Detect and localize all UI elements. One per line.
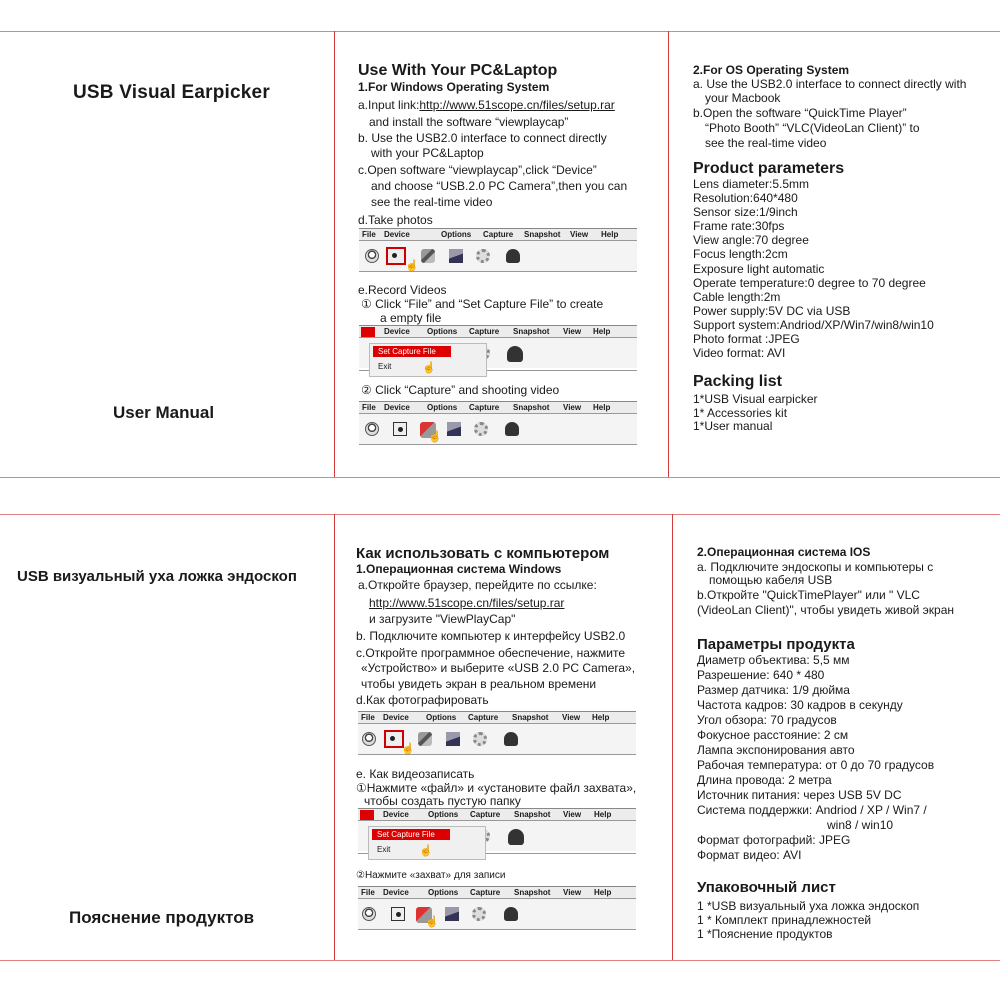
menu-options: Options xyxy=(427,327,458,336)
toolbar-screenshot-capture xyxy=(359,401,637,445)
menu-file-highlighted: File xyxy=(360,810,374,819)
param-item: Диаметр объектива: 5,5 мм xyxy=(697,653,850,667)
menu-device: Device xyxy=(384,403,410,412)
camera-icon xyxy=(391,907,405,921)
step-a-line1: a.Откройте браузер, перейдите по ссылке: xyxy=(358,578,597,592)
flag-icon xyxy=(445,907,459,921)
russian-cover-panel xyxy=(0,514,334,960)
params-list xyxy=(697,653,934,863)
menu-capture: Capture xyxy=(470,810,501,819)
exit-item: Exit xyxy=(377,845,391,854)
menu-snapshot: Snapshot xyxy=(513,403,550,412)
setup-download-link[interactable]: http://www.51scope.cn/files/setup.rar xyxy=(369,596,565,610)
menu-view: View xyxy=(563,888,582,897)
step-d-label: d.Take photos xyxy=(358,213,433,227)
param-item: Sensor size:1/9inch xyxy=(693,205,798,220)
param-item: Лампа экспонирования авто xyxy=(697,743,855,757)
russian-specs-panel xyxy=(672,514,1000,960)
english-pc-panel xyxy=(334,31,668,477)
menu-view: View xyxy=(562,713,581,722)
person-icon xyxy=(365,422,379,436)
menu-file-highlighted: File xyxy=(361,327,375,336)
pointer-hand-icon: ☝ xyxy=(422,362,436,374)
file-dropdown-menu xyxy=(368,826,486,860)
user-icon xyxy=(508,829,524,845)
packing-item: 1 *Пояснение продуктов xyxy=(697,927,833,941)
toolbar-menu-bar xyxy=(359,402,637,414)
menu-help: Help xyxy=(593,403,611,412)
menu-view: View xyxy=(570,230,589,239)
step-a-line1 xyxy=(358,98,615,113)
toolbar-menu-bar xyxy=(358,887,636,899)
toolbar-screenshot-file-menu xyxy=(358,808,636,857)
menu-device: Device xyxy=(383,888,409,897)
camera-icon xyxy=(386,247,406,265)
param-item: Разрешение: 640 * 480 xyxy=(697,668,825,682)
packing-item: 1* Accessories kit xyxy=(693,405,788,420)
menu-snapshot: Snapshot xyxy=(512,713,549,722)
os-step-a-line2: помощью кабеля USB xyxy=(709,573,833,587)
os-step-b-line2: (VideoLan Client)", чтобы увидеть живой экран xyxy=(697,603,955,617)
toolbar-screenshot-capture xyxy=(358,886,636,930)
pointer-hand-icon: ☝ xyxy=(419,845,433,857)
pointer-hand-icon: ☝ xyxy=(425,916,439,928)
params-list xyxy=(693,177,934,360)
step-a-line3: и загрузите "ViewPlayCap" xyxy=(369,612,516,626)
packing-item: 1 *USB визуальный уха ложка эндоскоп xyxy=(697,899,920,913)
plug-icon xyxy=(421,249,435,263)
settings-icon xyxy=(472,907,486,921)
packing-item: 1 * Комплект принадлежностей xyxy=(697,913,872,927)
param-item: Формат фотографий: JPEG xyxy=(697,833,851,847)
product-title: USB визуальный уха ложка эндоскоп xyxy=(17,568,297,585)
param-item: Photo format :JPEG xyxy=(693,332,800,347)
param-item-continued: win8 / win10 xyxy=(827,818,894,832)
menu-options: Options xyxy=(426,713,457,722)
menu-help: Help xyxy=(594,810,612,819)
pointer-hand-icon: ☝ xyxy=(401,743,415,755)
user-icon xyxy=(505,422,519,436)
param-item: Фокусное расстояние: 2 см xyxy=(697,728,849,742)
param-item: Размер датчика: 1/9 дюйма xyxy=(697,683,850,697)
os-step-b-line2: “Photo Booth” “VLC(VideoLan Client)” to xyxy=(705,121,920,135)
toolbar-menu-bar xyxy=(358,809,636,821)
user-icon xyxy=(504,907,518,921)
set-capture-file-item: Set Capture File xyxy=(372,829,450,840)
menu-device: Device xyxy=(384,327,410,336)
russian-manual-sheet xyxy=(0,514,1000,960)
toolbar-menu-bar xyxy=(359,229,637,241)
exit-item: Exit xyxy=(378,362,392,371)
menu-device: Device xyxy=(384,230,410,239)
setup-download-link[interactable]: http://www.51scope.cn/files/setup.rar xyxy=(419,98,615,112)
camera-icon xyxy=(393,422,407,436)
step-a-text: a.Input link: xyxy=(358,98,420,112)
os-subtitle: 2.For OS Operating System xyxy=(693,63,850,77)
param-item: Источник питания: через USB 5V DC xyxy=(697,788,902,802)
pointer-hand-icon: ☝ xyxy=(428,431,442,443)
param-item: Support system:Andriod/XP/Win7/win8/win10 xyxy=(693,317,934,332)
os-step-a-line2: your Macbook xyxy=(705,91,781,105)
param-item: Exposure light automatic xyxy=(693,261,825,276)
menu-help: Help xyxy=(592,713,610,722)
person-icon xyxy=(362,732,376,746)
os-subtitle: 2.Операционная система IOS xyxy=(697,545,871,559)
step-e1-line2: a empty file xyxy=(380,311,442,325)
params-title: Параметры продукта xyxy=(697,636,855,653)
param-item: Video format: AVI xyxy=(693,346,786,361)
step-c-line3: чтобы увидеть экран в реальном времени xyxy=(361,677,597,691)
packing-list xyxy=(697,899,919,941)
menu-capture: Capture xyxy=(469,403,500,412)
os-step-b-line1: b.Open the software “QuickTime Player” xyxy=(693,106,907,120)
file-dropdown-menu xyxy=(369,343,487,377)
pointer-hand-icon: ☝ xyxy=(405,260,419,272)
menu-capture: Capture xyxy=(468,713,499,722)
windows-subtitle: 1.For Windows Operating System xyxy=(358,80,550,94)
param-item: Power supply:5V DC via USB xyxy=(693,303,851,318)
step-e2-text: ② Click “Capture” and shooting video xyxy=(361,383,560,397)
param-item: Система поддержки: Andriod / XP / Win7 / xyxy=(697,803,927,817)
packing-title: Упаковочный лист xyxy=(697,879,836,896)
menu-help: Help xyxy=(593,327,611,336)
person-icon xyxy=(362,907,376,921)
settings-icon xyxy=(476,249,490,263)
toolbar-icon-row xyxy=(359,414,637,444)
manual-subtitle: User Manual xyxy=(113,403,215,422)
step-e1-line1: ①Нажмите «файл» и «установите файл захвата», xyxy=(356,781,637,795)
param-item: Resolution:640*480 xyxy=(693,191,798,206)
step-b-line: b. Подключите компьютер к интерфейсу USB2.0 xyxy=(356,629,626,643)
param-item: Frame rate:30fps xyxy=(693,219,785,234)
step-d-label: d.Как фотографировать xyxy=(356,693,489,707)
menu-options: Options xyxy=(427,403,458,412)
flag-icon xyxy=(449,249,463,263)
param-item: Focus length:2cm xyxy=(693,247,788,262)
step-e-label: e.Record Videos xyxy=(358,283,447,297)
menu-device: Device xyxy=(383,810,409,819)
menu-file: File xyxy=(361,888,375,897)
flag-icon xyxy=(447,422,461,436)
english-specs-panel xyxy=(668,31,1000,477)
menu-file: File xyxy=(362,230,376,239)
step-b-line2: with your PC&Laptop xyxy=(371,146,484,160)
menu-view: View xyxy=(563,810,582,819)
param-item: View angle:70 degree xyxy=(693,233,809,248)
param-item: Lens diameter:5.5mm xyxy=(693,177,810,191)
step-e2-text: ②Нажмите «захват» для записи xyxy=(356,870,506,881)
step-c-line3: see the real-time video xyxy=(371,195,493,209)
os-step-b-line1: b.Откройте "QuickTimePlayer" или " VLC xyxy=(697,588,920,602)
menu-view: View xyxy=(563,403,582,412)
set-capture-file-item: Set Capture File xyxy=(373,346,451,357)
flag-icon xyxy=(446,732,460,746)
windows-subtitle: 1.Операционная система Windows xyxy=(356,562,562,576)
step-e1-line2: чтобы создать пустую папку xyxy=(364,794,521,808)
packing-item: 1*User manual xyxy=(693,419,773,433)
bottom-sheet-bottom-border xyxy=(0,960,1000,961)
menu-options: Options xyxy=(441,230,472,239)
settings-icon xyxy=(473,732,487,746)
toolbar-screenshot-photo xyxy=(358,711,636,755)
step-c-line1: c.Откройте программное обеспечение, нажмите xyxy=(356,646,625,660)
product-title: USB Visual Earpicker xyxy=(73,82,270,103)
english-manual-sheet xyxy=(0,31,1000,477)
menu-snapshot: Snapshot xyxy=(514,810,551,819)
param-item: Частота кадров: 30 кадров в секунду xyxy=(697,698,903,712)
user-icon xyxy=(507,346,523,362)
packing-title: Packing list xyxy=(693,373,782,390)
menu-help: Help xyxy=(594,888,612,897)
pc-section-title: Как использовать с компьютером xyxy=(356,545,610,562)
user-icon xyxy=(506,249,520,263)
os-step-b-line3: see the real-time video xyxy=(705,136,827,150)
menu-snapshot: Snapshot xyxy=(513,327,550,336)
menu-snapshot: Snapshot xyxy=(514,888,551,897)
user-icon xyxy=(504,732,518,746)
step-c-line2: «Устройство» и выберите «USB 2.0 PC Camera», xyxy=(361,661,636,675)
plug-icon xyxy=(418,732,432,746)
menu-options: Options xyxy=(428,888,459,897)
step-b-line1: b. Use the USB2.0 interface to connect directly xyxy=(358,131,607,145)
os-step-a-line1: a. Use the USB2.0 interface to connect directly with xyxy=(693,77,967,91)
menu-device: Device xyxy=(383,713,409,722)
menu-file: File xyxy=(361,713,375,722)
param-item: Operate temperature:0 degree to 70 degree xyxy=(693,275,926,290)
top-sheet-bottom-border xyxy=(0,477,1000,478)
manual-subtitle: Пояснение продуктов xyxy=(69,908,255,927)
person-icon xyxy=(365,249,379,263)
toolbar-icon-row xyxy=(358,724,636,754)
step-c-line2: and choose “USB.2.0 PC Camera”,then you can xyxy=(371,179,628,193)
toolbar-screenshot-file-menu xyxy=(359,325,637,374)
param-item: Рабочая температура: от 0 до 70 градусов xyxy=(697,758,935,772)
menu-view: View xyxy=(563,327,582,336)
param-item: Угол обзора: 70 градусов xyxy=(697,713,837,727)
step-e-label: e. Как видеозаписать xyxy=(356,767,475,781)
toolbar-menu-bar xyxy=(359,326,637,338)
toolbar-icon-row xyxy=(359,241,637,271)
toolbar-screenshot-photo xyxy=(359,228,637,272)
russian-pc-panel xyxy=(334,514,672,960)
settings-icon xyxy=(474,422,488,436)
menu-help: Help xyxy=(601,230,619,239)
param-item: Cable length:2m xyxy=(693,289,781,304)
menu-capture: Capture xyxy=(469,327,500,336)
param-item: Формат видео: AVI xyxy=(697,848,802,862)
step-e1-line1: ① Click “File” and “Set Capture File” to create xyxy=(361,297,604,311)
toolbar-menu-bar xyxy=(358,712,636,724)
step-c-line1: c.Open software “viewplaycap”,click “Device” xyxy=(358,163,597,177)
step-a-line2: and install the software “viewplaycap” xyxy=(369,115,569,129)
param-item: Длина провода: 2 метра xyxy=(697,773,832,787)
os-step-a-line1: a. Подключите эндоскопы и компьютеры с xyxy=(697,560,934,574)
menu-capture: Capture xyxy=(483,230,514,239)
menu-snapshot: Snapshot xyxy=(524,230,561,239)
pc-section-title: Use With Your PC&Laptop xyxy=(358,62,558,79)
menu-options: Options xyxy=(428,810,459,819)
menu-file: File xyxy=(362,403,376,412)
packing-item: 1*USB Visual earpicker xyxy=(693,392,818,406)
toolbar-icon-row xyxy=(358,899,636,929)
packing-list xyxy=(693,393,818,434)
menu-capture: Capture xyxy=(470,888,501,897)
params-title: Product parameters xyxy=(693,160,845,177)
english-cover-panel xyxy=(0,31,334,477)
